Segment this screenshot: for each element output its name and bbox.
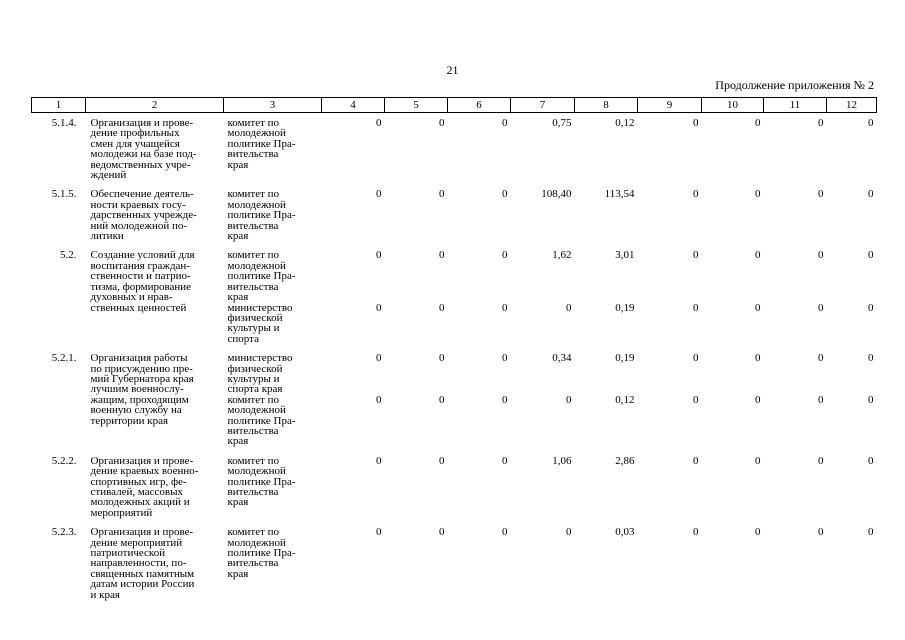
value-col-8: 0,12: [615, 117, 635, 129]
row-executor: комитет по молодежной политике Пра- вительства края: [227, 117, 296, 171]
value-col-6: 0: [502, 393, 508, 406]
value-col-7: 0: [566, 393, 572, 406]
value-col-6: 0: [502, 249, 508, 262]
column-number-5: 5: [385, 98, 448, 113]
value-col-9: 0: [693, 301, 699, 314]
row-executor: министерство физической культуры и спорта края: [227, 352, 293, 396]
row-measure-name: Обеспечение деятель- ности краевых госу- дарственных учрежде- ний молодежной по- литики: [90, 188, 197, 243]
value-col-9: 0: [693, 188, 699, 201]
row-code: 5.2.3.: [51, 526, 77, 539]
value-col-4: 0: [376, 117, 382, 129]
column-number-7: 7: [511, 98, 575, 113]
value-col-8: 0,03: [615, 526, 635, 539]
value-col-12: 0: [868, 117, 874, 129]
value-col-7: 1,62: [552, 249, 572, 262]
table-row: [32, 113, 877, 181]
column-number-3: 3: [224, 98, 322, 113]
value-col-10: 0: [755, 454, 761, 467]
value-col-7: 0,75: [552, 117, 572, 129]
value-col-8: 113,54: [604, 188, 635, 201]
value-col-10: 0: [755, 249, 761, 262]
value-col-10: 0: [755, 188, 761, 201]
value-col-9: 0: [693, 117, 699, 129]
column-number-6: 6: [448, 98, 511, 113]
column-number-11: 11: [764, 98, 827, 113]
column-number-9: 9: [638, 98, 702, 113]
column-number-4: 4: [322, 98, 385, 113]
value-col-10: 0: [755, 393, 761, 406]
value-col-7: 0,34: [552, 352, 572, 365]
value-col-11: 0: [818, 393, 824, 406]
value-col-12: 0: [868, 249, 874, 262]
row-measure-name: Создание условий для воспитания граждан- ственности и патрио- тизма, формирование духовных и нрав- ственных ценностей: [90, 249, 195, 314]
row-executor: комитет по молодежной политике Пра- вительства края: [227, 393, 296, 448]
value-col-7: 0: [566, 526, 572, 539]
value-col-7: 0: [566, 301, 572, 314]
value-col-6: 0: [502, 301, 508, 314]
row-executor: комитет по молодежной политике Пра- вительства края: [227, 454, 296, 509]
value-col-12: 0: [868, 301, 874, 314]
value-col-4: 0: [376, 454, 382, 467]
value-col-4: 0: [376, 526, 382, 539]
page-number: 21: [446, 63, 459, 77]
value-col-10: 0: [755, 117, 761, 129]
value-col-6: 0: [502, 526, 508, 539]
value-col-8: 0,19: [615, 352, 635, 365]
row-measure-name: Организация и прове- дение мероприятий патриотической направленности, по- священных памятным датам истории России и края: [90, 526, 195, 601]
value-col-12: 0: [868, 393, 874, 406]
table-row: [32, 184, 877, 241]
value-col-6: 0: [502, 454, 508, 467]
value-col-4: 0: [376, 352, 382, 365]
row-code: 5.1.4.: [51, 117, 77, 129]
value-col-11: 0: [818, 117, 824, 129]
row-code: 5.2.: [60, 249, 77, 262]
value-col-11: 0: [818, 454, 824, 467]
value-col-6: 0: [502, 117, 508, 129]
value-col-5: 0: [439, 249, 445, 262]
value-col-12: 0: [868, 188, 874, 201]
value-col-5: 0: [439, 393, 445, 406]
table-row: [32, 522, 877, 600]
value-col-6: 0: [502, 352, 508, 365]
value-col-9: 0: [693, 393, 699, 406]
column-number-2: 2: [86, 98, 224, 113]
value-col-10: 0: [755, 352, 761, 365]
row-executor: министерство физической культуры и спорта: [227, 301, 293, 345]
value-col-12: 0: [868, 352, 874, 365]
row-code: 5.2.2.: [51, 454, 77, 467]
column-number-header-row: [32, 98, 877, 113]
value-col-7: 1,06: [552, 454, 572, 467]
column-number-1: 1: [32, 98, 86, 113]
table-row: [32, 348, 877, 395]
value-col-12: 0: [868, 454, 874, 467]
row-measure-name: Организация и прове- дение краевых военно- спортивных игр, фе- стивалей, массовых молодежных акций и мероприятий: [90, 454, 199, 519]
value-col-5: 0: [439, 301, 445, 314]
value-col-11: 0: [818, 249, 824, 262]
row-executor: комитет по молодежной политике Пра- вительства края: [227, 249, 296, 304]
appendix-continuation-label: Продолжение приложения № 2: [715, 78, 874, 92]
column-number-12: 12: [827, 98, 877, 113]
value-col-6: 0: [502, 188, 508, 201]
row-code: 5.2.1.: [51, 352, 77, 365]
value-col-5: 0: [439, 352, 445, 365]
value-col-5: 0: [439, 454, 445, 467]
value-col-4: 0: [376, 393, 382, 406]
value-col-8: 0,12: [615, 393, 635, 406]
column-number-8: 8: [575, 98, 638, 113]
value-col-5: 0: [439, 526, 445, 539]
value-col-8: 2,86: [615, 454, 635, 467]
table-row: [32, 245, 877, 302]
value-col-11: 0: [818, 301, 824, 314]
value-col-8: 0,19: [615, 301, 635, 314]
column-number-10: 10: [702, 98, 764, 113]
value-col-5: 0: [439, 117, 445, 129]
row-code: 5.1.5.: [51, 188, 77, 201]
value-col-5: 0: [439, 188, 445, 201]
value-col-9: 0: [693, 352, 699, 365]
row-measure-name: Организация работы по присуждению пре- мий Губернатора края лучшим военнослу- жащим, проходящим военную службу на территории края: [90, 352, 194, 427]
value-col-4: 0: [376, 188, 382, 201]
value-col-4: 0: [376, 301, 382, 314]
value-col-8: 3,01: [615, 249, 635, 262]
value-col-11: 0: [818, 352, 824, 365]
row-executor: комитет по молодежной политике Пра- вительства края: [227, 526, 296, 580]
value-col-12: 0: [868, 526, 874, 539]
value-col-9: 0: [693, 526, 699, 539]
value-col-7: 108,40: [541, 188, 572, 201]
value-col-9: 0: [693, 454, 699, 467]
value-col-11: 0: [818, 188, 824, 201]
value-col-11: 0: [818, 526, 824, 539]
value-col-10: 0: [755, 301, 761, 314]
value-col-9: 0: [693, 249, 699, 262]
value-col-10: 0: [755, 526, 761, 539]
table-body: [32, 113, 877, 601]
row-measure-name: Организация и прове- дение профильных смен для учащейся молодежи на базе под- ведомственных учре- ждений: [90, 117, 197, 182]
table-row: [32, 451, 877, 518]
value-col-4: 0: [376, 249, 382, 262]
row-executor: комитет по молодежной политике Пра- вительства края: [227, 188, 296, 243]
budget-table: [31, 97, 877, 600]
